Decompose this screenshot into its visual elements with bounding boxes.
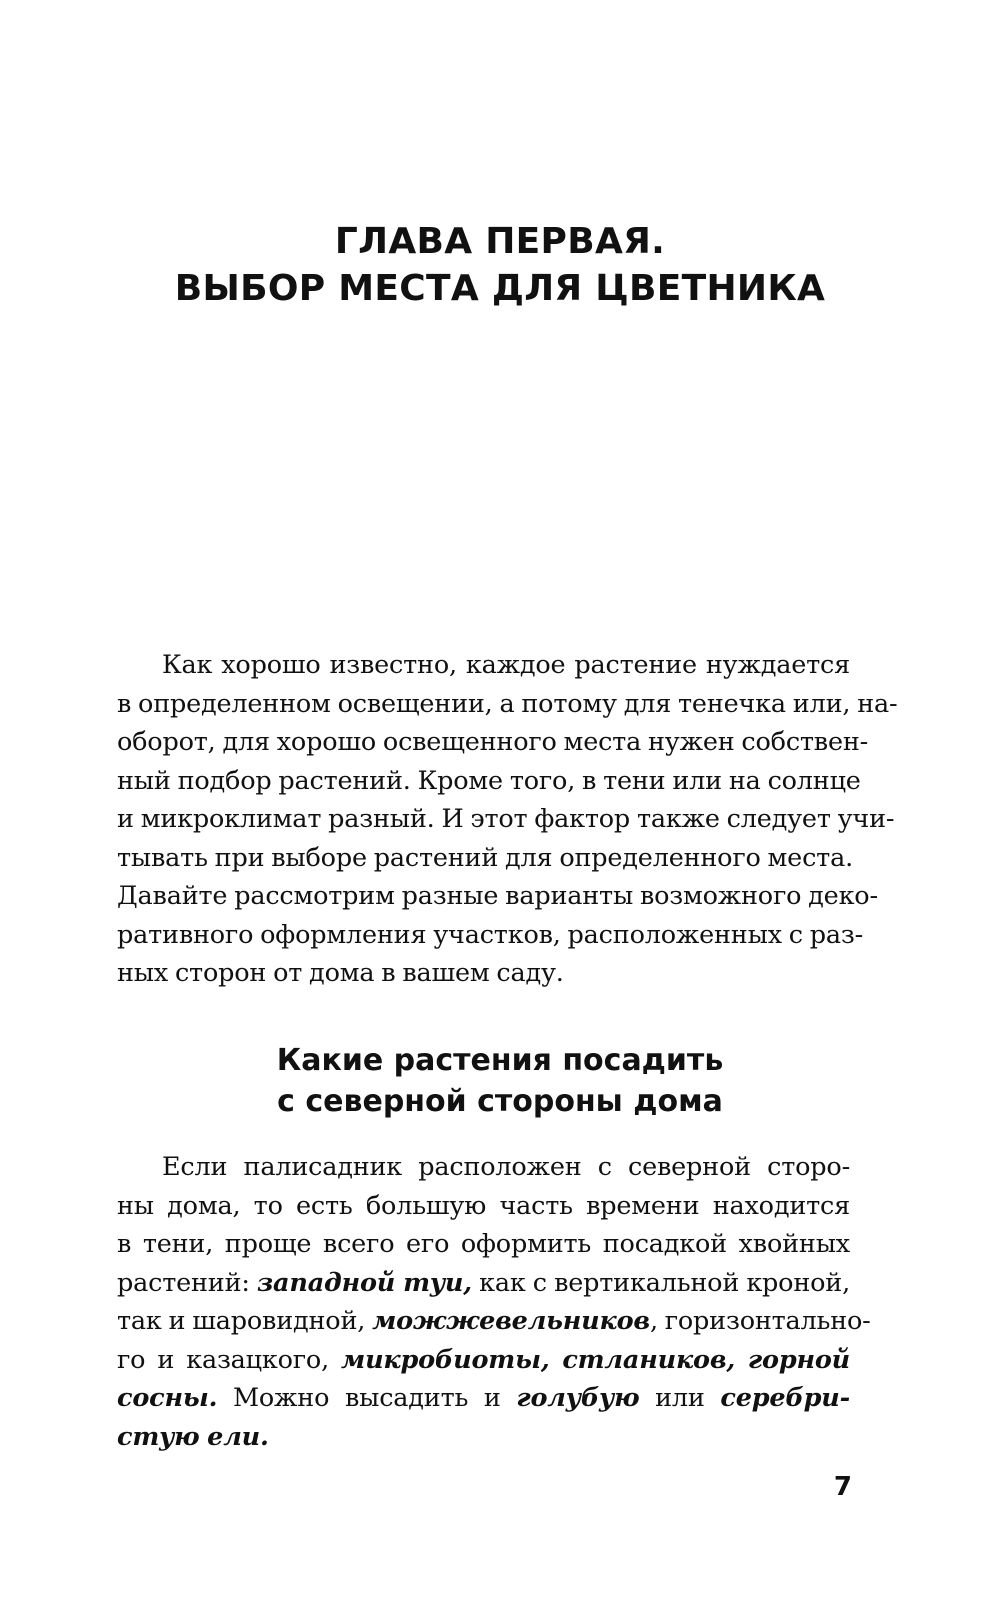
intro-line: ных сторон от дома в вашем саду. [117, 958, 564, 988]
intro-line: ный подбор растений. Кроме того, в тени или на солнце [117, 765, 861, 796]
section-line [117, 1418, 850, 1457]
section-heading [0, 1040, 1000, 1122]
section-line: так и шаровидной, можжевельников, горизонтально- [117, 1306, 871, 1336]
emphasis-plant-name: стую ели. [117, 1421, 269, 1452]
section-paragraph [117, 1148, 871, 1456]
section-line: в тени, проще всего его оформить посадкой хвойных [117, 1229, 850, 1259]
intro-line: тывать при выборе растений для определенного места. [117, 842, 853, 873]
section-line: Если палисадник расположен с северной сторо- [162, 1152, 850, 1182]
section-line: сосны. Можно высадить и голубую или серебри- [117, 1383, 850, 1413]
section-line: ны дома, то есть большую часть времени находится [117, 1190, 850, 1221]
emphasis-plant-name: серебри- [720, 1383, 850, 1413]
emphasis-plant-name: можжевельников [372, 1306, 650, 1336]
intro-line: ративного оформления участков, расположенных с раз- [117, 919, 864, 950]
section-line: растений: западной туи, как с вертикальной кроной, [117, 1267, 850, 1298]
emphasis-plant-name: микробиоты, стлаников, горной [341, 1344, 850, 1375]
chapter-title [0, 218, 1000, 312]
intro-line: Давайте рассмотрим разные варианты возможного деко- [117, 881, 878, 911]
section-line: го и казацкого, микробиоты, стлаников, горной [117, 1344, 850, 1375]
section-heading-line-1: Какие растения посадить [276, 1043, 724, 1078]
emphasis-plant-name: сосны. [117, 1383, 218, 1413]
intro-line: Как хорошо известно, каждое растение нуждается [162, 650, 850, 680]
section-heading-line-2: с северной стороны дома [277, 1084, 723, 1119]
intro-line: в определенном освещении, а потому для тенечка или, на- [117, 688, 898, 719]
chapter-title-line-1: ГЛАВА ПЕРВАЯ. [334, 221, 666, 262]
intro-line: оборот, для хорошо освещенного места нужен собствен- [117, 727, 869, 757]
emphasis-plant-name: голубую [516, 1383, 640, 1413]
intro-paragraph [117, 646, 898, 993]
emphasis-plant-name: западной туи, [256, 1267, 472, 1298]
intro-line: и микроклимат разный. И этот фактор также следует учи- [117, 804, 895, 834]
chapter-title-line-2: ВЫБОР МЕСТА ДЛЯ ЦВЕТНИКА [174, 268, 826, 309]
page-number: 7 [833, 1472, 852, 1502]
